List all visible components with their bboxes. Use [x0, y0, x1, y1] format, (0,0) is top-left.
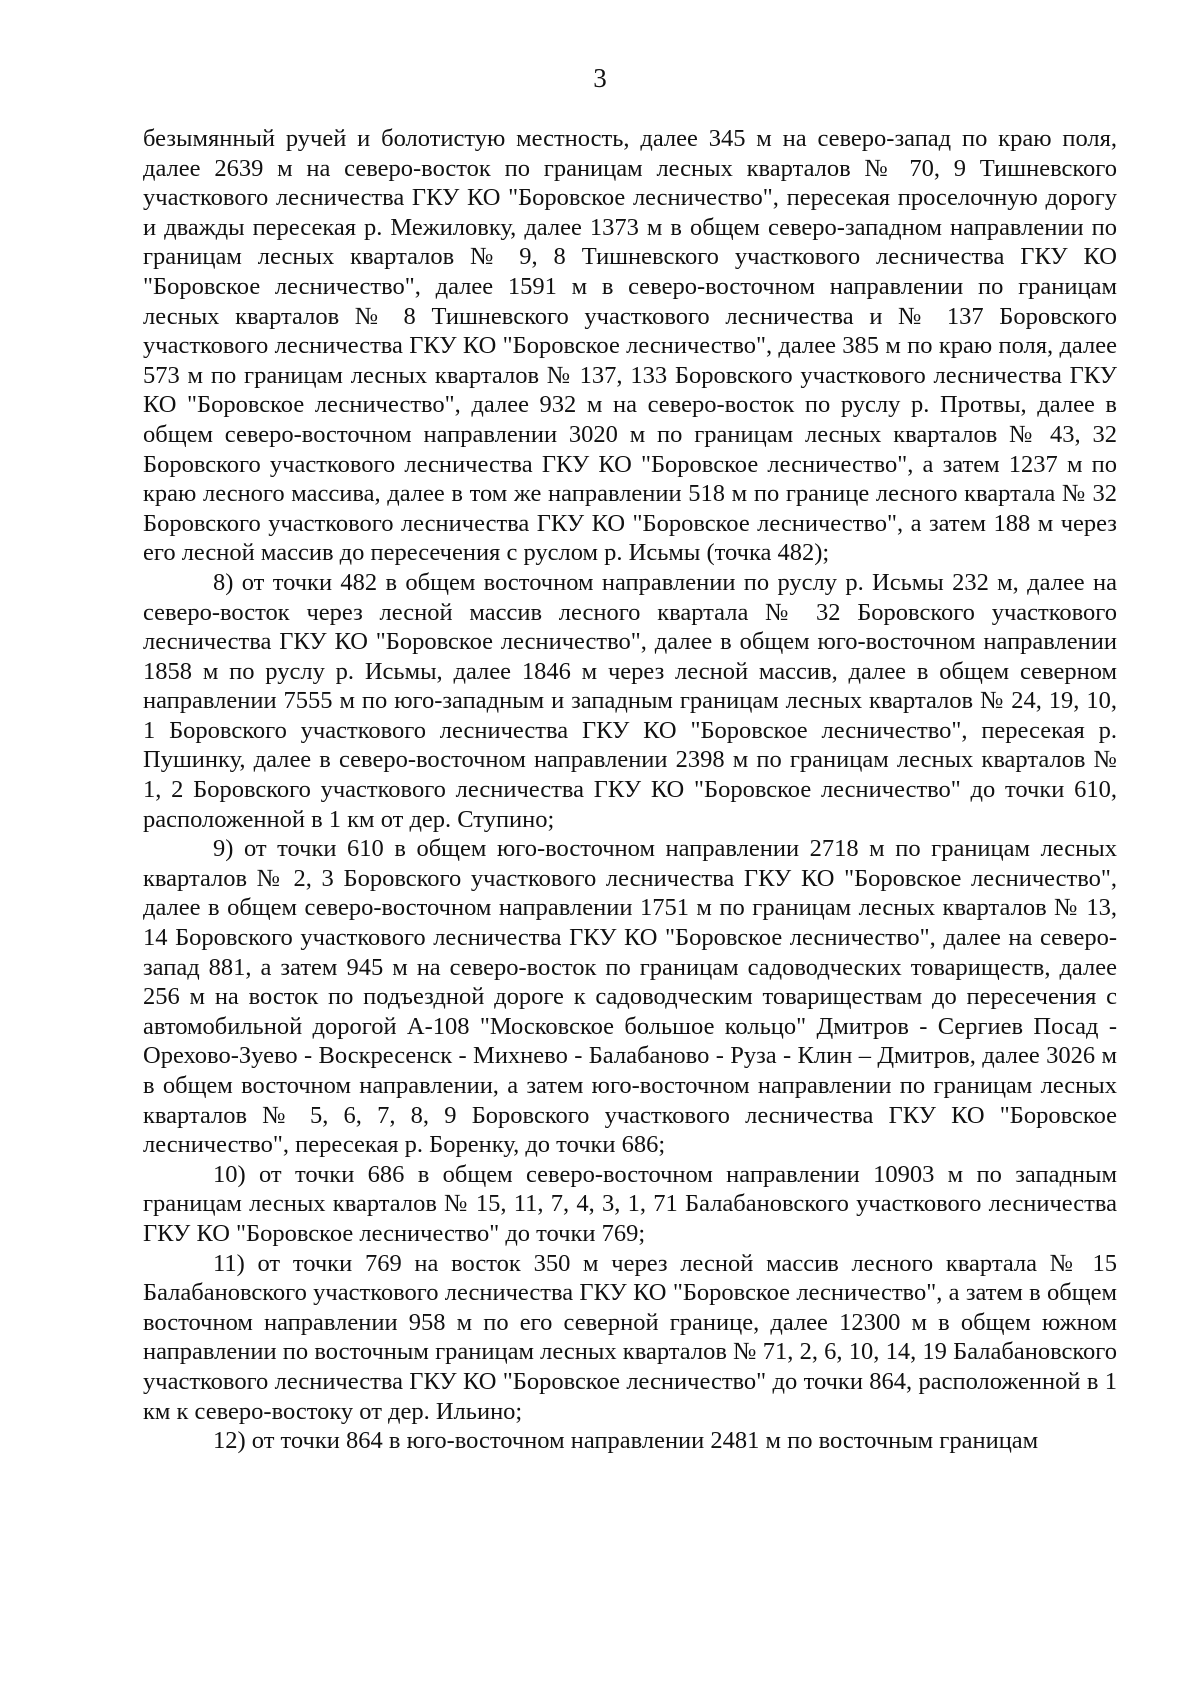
paragraph-item-10: 10) от точки 686 в общем северо-восточном направлении 10903 м по западным границам лесных кварталов № 15, 11, 7, 4, 3, 1, 71 Балабановского участкового лесничества ГКУ КО "Боровское лесничество" до точки 769; [143, 1160, 1117, 1247]
page-number: 3 [593, 63, 607, 93]
paragraph-continuation: безымянный ручей и болотистую местность, далее 345 м на северо-запад по краю поля, далее 2639 м на северо-восток по границам лесных кварталов № 70, 9 Тишневского участкового лесничества ГКУ КО "Боровское лесничество", пересекая проселочную дорогу и дважды пересекая р. Межиловку, далее 1373 м в общем северо-западном направлении по границам лесных кварталов № 9, 8 Тишневского участкового лесничества ГКУ КО "Боровское лесничество", далее 1591 м в северо-восточном направлении по границам лесных кварталов № 8 Тишневского участкового лесничества и № 137 Боровского участкового лесничества ГКУ КО "Боровское лесничество", далее 385 м по краю поля, далее 573 м по границам лесных кварталов № 137, 133 Боровского участкового лесничества ГКУ КО "Боровское лесничество", далее 932 м на северо-восток по руслу р. Протвы, далее в общем северо-восточном направлении 3020 м по границам лесных кварталов № 43, 32 Боровского участкового лесничества ГКУ КО "Боровское лесничество", а затем 1237 м по краю лесного массива, далее в том же направлении 518 м по границе лесного квартала № 32 Боровского участкового лесничества ГКУ КО "Боровское лесничество", а затем 188 м через его лесной массив до пересечения с руслом р. Исьмы (точка 482); [143, 125, 1117, 567]
paragraph-item-12: 12) от точки 864 в юго-восточном направлении 2481 м по восточным границам [213, 1427, 1039, 1455]
document-body [143, 124, 1117, 1456]
paragraph-item-8: 8) от точки 482 в общем восточном направлении по руслу р. Исьмы 232 м, далее на северо-восток через лесной массив лесного квартала № 32 Боровского участкового лесничества ГКУ КО "Боровское лесничество", далее в общем юго-восточном направлении 1858 м по руслу р. Исьмы, далее 1846 м через лесной массив, далее в общем северном направлении 7555 м по юго-западным и западным границам лесных кварталов № 24, 19, 10, 1 Боровского участкового лесничества ГКУ КО "Боровское лесничество", пересекая р. Пушинку, далее в северо-восточном направлении 2398 м по границам лесных кварталов № 1, 2 Боровского участкового лесничества ГКУ КО "Боровское лесничество" до точки 610, расположенной в 1 км от дер. Ступино; [143, 568, 1117, 833]
paragraph-item-9: 9) от точки 610 в общем юго-восточном направлении 2718 м по границам лесных кварталов № 2, 3 Боровского участкового лесничества ГКУ КО "Боровское лесничество", далее в общем северо-восточном направлении 1751 м по границам лесных кварталов № 13, 14 Боровского участкового лесничества ГКУ КО "Боровское лесничество", далее на северо-запад 881, а затем 945 м на северо-восток по границам садоводческих товариществ, далее 256 м на восток по подъездной дороге к садоводческим товариществам до пересечения с автомобильной дорогой А-108 "Московское большое кольцо" Дмитров - Сергиев Посад - Орехово-Зуево - Воскресенск - Михнево - Балабаново - Руза - Клин – Дмитров, далее 3026 м в общем восточном направлении, а затем юго-восточном направлении по границам лесных кварталов № 5, 6, 7, 8, 9 Боровского участкового лесничества ГКУ КО "Боровское лесничество", пересекая р. Боренку, до точки 686; [143, 835, 1117, 1159]
paragraph-item-11: 11) от точки 769 на восток 350 м через лесной массив лесного квартала № 15 Балабановского участкового лесничества ГКУ КО "Боровское лесничество", а затем в общем восточном направлении 958 м по его северной границе, далее 12300 м в общем южном направлении по восточным границам лесных кварталов № 71, 2, 6, 10, 14, 19 Балабановского участкового лесничества ГКУ КО "Боровское лесничество" до точки 864, расположенной в 1 км к северо-востоку от дер. Ильино; [143, 1249, 1117, 1425]
